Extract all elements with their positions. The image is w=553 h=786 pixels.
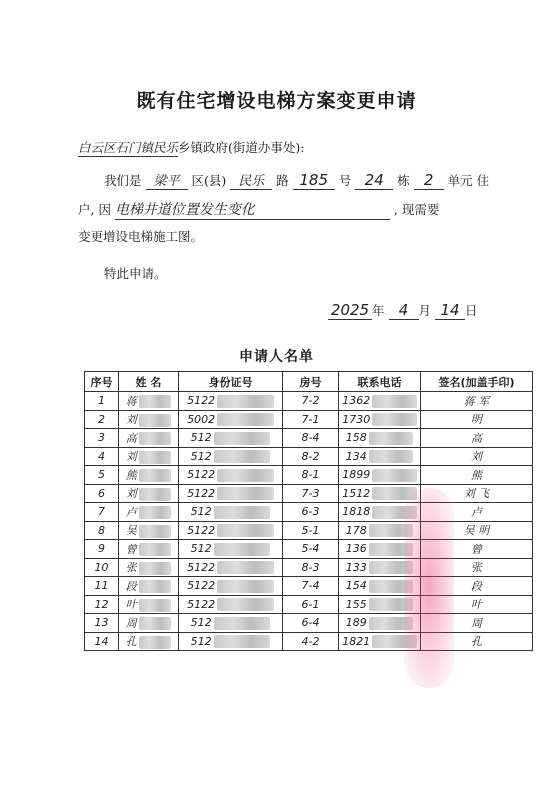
applicant-name — [119, 521, 179, 540]
room-number — [283, 595, 339, 614]
applicant-name — [119, 484, 179, 503]
table-row — [85, 484, 533, 503]
phone-number-text: 136 — [345, 542, 367, 555]
row-number-text: 1 — [98, 394, 105, 408]
signature-text: 叶 — [471, 598, 482, 612]
row-number — [85, 521, 119, 540]
applicant-name-text: 段 — [125, 579, 137, 593]
signature-text: 吴 明 — [463, 524, 490, 538]
phone-number-text: 1818 — [342, 505, 371, 518]
roster-title: 申请人名单 — [239, 349, 314, 365]
redaction-blur — [139, 469, 171, 482]
phone-number — [339, 503, 421, 522]
phone-number — [339, 521, 421, 540]
redaction-blur — [139, 525, 171, 538]
signature — [421, 595, 533, 614]
signature — [421, 410, 533, 429]
row-number-text: 12 — [94, 597, 109, 611]
salutation — [78, 138, 304, 157]
redaction-blur — [217, 580, 274, 593]
id-number-text: 5122 — [187, 579, 216, 592]
id-number — [179, 392, 283, 411]
id-number — [179, 540, 283, 559]
id-number — [179, 410, 283, 429]
row-number-text: 2 — [98, 412, 105, 426]
signature-text: 刘 — [471, 450, 482, 464]
redaction-blur — [217, 395, 274, 408]
signature — [421, 558, 533, 577]
id-number — [179, 466, 283, 485]
applicant-name — [119, 503, 179, 522]
room-number — [283, 392, 339, 411]
phone-number-text: 155 — [345, 597, 367, 611]
id-number-text: 5122 — [187, 560, 216, 574]
reason-field: 电梯井道位置发生变化 — [115, 199, 390, 220]
text-now-need: , 现需要 — [393, 202, 440, 217]
applicant-name-text: 刘 — [125, 487, 137, 501]
phone-number-text: 178 — [345, 523, 367, 537]
applicant-roster-table — [84, 371, 533, 651]
salutation-handwritten: 白云区石门镇民乐 — [78, 140, 179, 155]
room-number-text: 7-3 — [301, 486, 320, 500]
applicant-name — [119, 410, 179, 429]
phone-number-text: 1512 — [342, 486, 371, 500]
roster-body — [85, 392, 533, 651]
redaction-blur — [217, 469, 274, 482]
redaction-blur — [369, 580, 414, 593]
table-row — [85, 540, 533, 559]
room-number-text: 6-1 — [301, 597, 320, 611]
unit-field: 2 — [414, 171, 444, 190]
text-because: 户, 因 — [78, 202, 111, 217]
room-number-text: 7-4 — [301, 579, 320, 593]
redaction-blur — [217, 561, 274, 574]
row-number-text: 14 — [94, 634, 109, 648]
signature — [421, 503, 533, 522]
text-road: 路 — [276, 173, 289, 188]
applicant-name-text: 张 — [125, 561, 137, 575]
street-field: 民乐 — [230, 170, 272, 190]
header-no: 序号 — [85, 372, 119, 392]
header-phone: 联系电话 — [339, 372, 421, 392]
id-number-text: 512 — [190, 431, 212, 444]
redaction-blur — [372, 635, 417, 648]
signature — [421, 392, 533, 411]
table-row — [85, 558, 533, 577]
room-number-text: 6-4 — [301, 616, 320, 630]
table-row — [85, 632, 533, 651]
applicant-name — [119, 466, 179, 485]
room-number-text: 8-4 — [301, 431, 320, 445]
id-number-text: 5122 — [187, 597, 216, 611]
phone-number — [339, 466, 421, 485]
signature — [421, 484, 533, 503]
phone-number — [339, 632, 421, 651]
redaction-blur — [372, 487, 417, 500]
id-number-text: 5002 — [187, 412, 216, 426]
phone-number-text: 189 — [345, 616, 367, 629]
room-number — [283, 429, 339, 448]
salutation-printed: 乡镇政府(街道办事处): — [178, 140, 305, 155]
room-number — [283, 447, 339, 466]
redaction-blur — [369, 543, 414, 556]
row-number-text: 6 — [98, 486, 105, 500]
redaction-blur — [139, 580, 171, 593]
phone-number-text: 154 — [345, 579, 367, 592]
row-number-text: 4 — [98, 449, 105, 463]
redaction-blur — [139, 562, 171, 575]
month-label: 月 — [418, 303, 432, 318]
room-number — [283, 521, 339, 540]
room-number-text: 5-4 — [301, 542, 320, 556]
table-row — [85, 466, 533, 485]
id-number — [179, 521, 283, 540]
signature-text: 周 — [471, 616, 482, 630]
row-number-text: 7 — [98, 505, 105, 519]
table-row — [85, 447, 533, 466]
date-year: 2025 — [328, 301, 372, 320]
signature — [421, 577, 533, 596]
signature-text: 蒋 军 — [463, 394, 490, 408]
applicant-name-text: 孔 — [125, 635, 137, 649]
redaction-blur — [369, 524, 414, 537]
room-number — [283, 540, 339, 559]
id-number — [179, 447, 283, 466]
redaction-blur — [214, 432, 271, 445]
room-number — [283, 614, 339, 633]
id-number-text: 512 — [190, 634, 212, 648]
room-number-text: 4-2 — [301, 634, 320, 648]
applicant-name — [119, 577, 179, 596]
redaction-blur — [139, 488, 171, 501]
signature-text: 张 — [471, 561, 482, 575]
row-number-text: 5 — [98, 468, 105, 482]
table-row — [85, 503, 533, 522]
id-number-text: 5122 — [187, 394, 216, 407]
room-number-text: 7-2 — [301, 394, 320, 408]
redaction-blur — [214, 543, 271, 556]
row-number-text: 8 — [98, 523, 105, 537]
row-number-text: 10 — [94, 560, 109, 574]
room-number-text: 5-1 — [301, 523, 320, 537]
room-number — [283, 410, 339, 429]
signature-text: 段 — [471, 579, 482, 593]
applicant-name-text: 周 — [125, 616, 137, 630]
id-number — [179, 429, 283, 448]
row-number-text: 9 — [98, 542, 105, 556]
id-number — [179, 595, 283, 614]
row-number-text: 3 — [98, 431, 105, 445]
redaction-blur — [139, 451, 171, 464]
applicant-name-text: 叶 — [125, 598, 137, 612]
room-number — [283, 466, 339, 485]
table-row — [85, 392, 533, 411]
signature — [421, 614, 533, 633]
phone-number — [339, 540, 421, 559]
number-field: 185 — [293, 171, 335, 190]
room-number-text: 8-2 — [301, 449, 320, 463]
redaction-blur — [214, 617, 271, 630]
applicant-name-text: 高 — [125, 431, 137, 445]
signature-text: 明 — [471, 413, 482, 427]
signature-text: 熊 — [471, 468, 482, 482]
room-number — [283, 577, 339, 596]
row-number — [85, 540, 119, 559]
signature-text: 刘 飞 — [463, 487, 490, 501]
applicant-name — [119, 558, 179, 577]
redaction-blur — [214, 506, 271, 519]
phone-number-text: 134 — [345, 449, 367, 463]
row-number — [85, 558, 119, 577]
applicant-name — [119, 632, 179, 651]
header-signature: 签名(加盖手印) — [421, 372, 533, 392]
day-label: 日 — [465, 303, 478, 318]
redaction-blur — [139, 506, 171, 519]
id-number-text: 512 — [190, 616, 212, 629]
body-line-2 — [78, 199, 439, 220]
redaction-blur — [139, 395, 171, 408]
id-number — [179, 503, 283, 522]
row-number — [85, 410, 119, 429]
signature — [421, 521, 533, 540]
phone-number — [339, 429, 421, 448]
id-number — [179, 632, 283, 651]
redaction-blur — [369, 598, 414, 611]
text-we-are: 我们是 — [104, 173, 142, 188]
roster-header-row — [85, 372, 533, 392]
room-number-text: 6-3 — [301, 505, 320, 519]
text-unit: 单元 住 — [447, 173, 490, 188]
applicant-name-text: 吴 — [125, 524, 137, 538]
text-number: 号 — [338, 173, 352, 188]
year-label: 年 — [372, 303, 385, 318]
row-number — [85, 503, 119, 522]
building-field: 24 — [355, 171, 393, 190]
header-room: 房号 — [283, 372, 339, 392]
phone-number-text: 1821 — [342, 634, 371, 648]
applicant-name-text: 曾 — [125, 542, 137, 556]
id-number-text: 512 — [190, 505, 212, 518]
room-number-text: 8-3 — [301, 560, 320, 574]
table-row — [85, 429, 533, 448]
room-number — [283, 558, 339, 577]
redaction-blur — [372, 395, 417, 408]
signature — [421, 466, 533, 485]
phone-number — [339, 614, 421, 633]
redaction-blur — [139, 636, 171, 649]
signature — [421, 429, 533, 448]
header-id: 身份证号 — [179, 372, 283, 392]
redaction-blur — [214, 450, 271, 463]
redaction-blur — [217, 598, 274, 611]
signature — [421, 540, 533, 559]
redaction-blur — [369, 561, 414, 574]
id-number-text: 5122 — [187, 523, 216, 537]
phone-number — [339, 410, 421, 429]
applicant-name-text: 刘 — [125, 413, 137, 427]
id-number — [179, 484, 283, 503]
phone-number — [339, 577, 421, 596]
phone-number-text: 158 — [345, 431, 367, 444]
redaction-blur — [369, 432, 414, 445]
applicant-name-text: 熊 — [125, 468, 137, 482]
signature-text: 卢 — [471, 505, 482, 519]
phone-number-text: 1730 — [342, 412, 371, 426]
redaction-blur — [217, 524, 274, 537]
table-row — [85, 521, 533, 540]
room-number-text: 7-1 — [301, 412, 320, 426]
redaction-blur — [139, 543, 171, 556]
applicant-name — [119, 392, 179, 411]
room-number — [283, 503, 339, 522]
redaction-blur — [139, 432, 171, 445]
phone-number-text: 1899 — [342, 468, 371, 481]
id-number-text: 512 — [190, 542, 212, 555]
body-line-3: 变更增设电梯施工图。 — [78, 229, 204, 244]
date-month: 4 — [389, 301, 419, 320]
id-number — [179, 614, 283, 633]
phone-number — [339, 392, 421, 411]
applicant-name — [119, 595, 179, 614]
phone-number — [339, 484, 421, 503]
text-building: 栋 — [397, 173, 410, 188]
signature — [421, 447, 533, 466]
table-row — [85, 595, 533, 614]
body-line-1 — [104, 170, 489, 190]
redaction-blur — [139, 599, 171, 612]
applicant-name-text: 刘 — [125, 450, 137, 464]
id-number — [179, 558, 283, 577]
redaction-blur — [139, 414, 171, 427]
header-name: 姓 名 — [119, 372, 179, 392]
row-number — [85, 447, 119, 466]
applicant-name — [119, 447, 179, 466]
redaction-blur — [372, 469, 417, 482]
redaction-blur — [369, 617, 414, 630]
id-number — [179, 577, 283, 596]
signature-text: 高 — [471, 431, 482, 445]
row-number — [85, 466, 119, 485]
row-number — [85, 392, 119, 411]
document-title: 既有住宅增设电梯方案变更申请 — [136, 90, 417, 112]
applicant-name-text: 蒋 — [125, 394, 137, 408]
application-date — [328, 301, 478, 320]
row-number-text: 11 — [94, 579, 109, 593]
signature-text: 孔 — [471, 635, 482, 649]
signature — [421, 632, 533, 651]
district-field: 梁平 — [146, 170, 188, 190]
redaction-blur — [369, 450, 414, 463]
applicant-name — [119, 540, 179, 559]
phone-number-text: 1362 — [342, 394, 371, 407]
room-number-text: 8-1 — [301, 468, 320, 482]
applicant-name — [119, 614, 179, 633]
phone-number — [339, 595, 421, 614]
phone-number-text: 133 — [345, 560, 367, 574]
row-number — [85, 632, 119, 651]
phone-number — [339, 447, 421, 466]
applicant-name — [119, 429, 179, 448]
text-district: 区(县) — [191, 173, 227, 188]
date-day: 14 — [435, 301, 465, 320]
redaction-blur — [139, 617, 171, 630]
table-row — [85, 577, 533, 596]
row-number — [85, 595, 119, 614]
table-row — [85, 410, 533, 429]
row-number — [85, 614, 119, 633]
room-number — [283, 632, 339, 651]
redaction-blur — [217, 413, 274, 426]
redaction-blur — [217, 487, 274, 500]
table-row — [85, 614, 533, 633]
redaction-blur — [372, 413, 417, 426]
row-number — [85, 429, 119, 448]
signature-text: 曾 — [471, 542, 482, 556]
id-number-text: 512 — [190, 449, 212, 463]
row-number — [85, 577, 119, 596]
redaction-blur — [214, 635, 271, 648]
applicant-name-text: 卢 — [125, 505, 137, 519]
id-number-text: 5122 — [187, 486, 216, 500]
closing-remark: 特此申请。 — [104, 266, 167, 281]
room-number — [283, 484, 339, 503]
row-number — [85, 484, 119, 503]
phone-number — [339, 558, 421, 577]
id-number-text: 5122 — [187, 468, 216, 481]
row-number-text: 13 — [94, 616, 109, 630]
redaction-blur — [372, 506, 417, 519]
